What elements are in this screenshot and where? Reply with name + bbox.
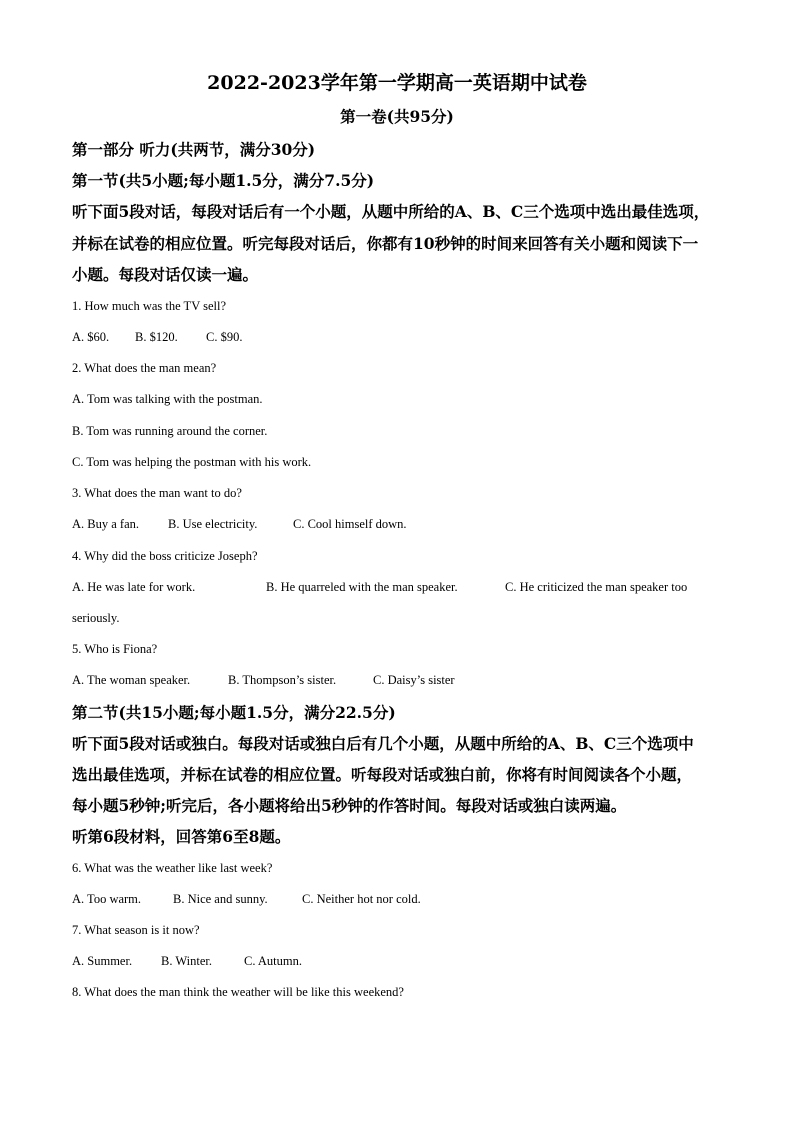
- question-6: 6. What was the weather like last week?: [72, 861, 273, 875]
- section1-instruction-line: 听下面5段对话，每段对话后有一个小题，从题中所给的A、B、C三个选项中选出最佳选项，: [72, 202, 710, 221]
- q2-option-c: C. Tom was helping the postman with his work.: [72, 455, 312, 469]
- section2-instruction-line: 每小题5秒钟;听完后，各小题将给出5秒钟的作答时间。每段对话或独白读两遍。: [72, 796, 627, 815]
- q3-option-a: A. Buy a fan.: [72, 517, 139, 531]
- section2-heading: 第二节(共15小题;每小题1.5分，满分22.5分): [72, 703, 396, 722]
- q5-option-a: A. The woman speaker.: [72, 673, 191, 687]
- section2-instruction-line: 听下面5段对话或独白。每段对话或独白后有几个小题，从题中所给的A、B、C三个选项中: [72, 734, 694, 753]
- q3-option-c: C. Cool himself down.: [293, 517, 407, 531]
- q4-option-c: C. He criticized the man speaker too: [505, 580, 688, 594]
- q6-option-b: B. Nice and sunny.: [173, 892, 268, 906]
- section1-heading: 第一节(共5小题;每小题1.5分，满分7.5分): [72, 171, 375, 190]
- section1-instruction-line: 并标在试卷的相应位置。听完每段对话后，你都有10秒钟的时间来回答有关小题和阅读下一: [72, 234, 699, 253]
- q2-option-a: A. Tom was talking with the postman.: [72, 392, 263, 406]
- q1-option-a: A. $60.: [72, 330, 110, 344]
- q6-option-c: C. Neither hot nor cold.: [302, 892, 421, 906]
- volume-subtitle: 第一卷(共95分): [340, 107, 454, 126]
- q7-option-c: C. Autumn.: [244, 954, 302, 968]
- question-8: 8. What does the man think the weather will be like this weekend?: [72, 985, 404, 999]
- q4-option-c-continued: seriously.: [72, 611, 120, 625]
- part1-heading: 第一部分 听力(共两节，满分30分): [72, 140, 316, 159]
- section2-instruction-line: 选出最佳选项，并标在试卷的相应位置。听每段对话或独白前，你将有时间阅读各个小题，: [72, 765, 693, 784]
- question-2: 2. What does the man mean?: [72, 361, 217, 375]
- q6-option-a: A. Too warm.: [72, 892, 142, 906]
- question-4: 4. Why did the boss criticize Joseph?: [72, 549, 258, 563]
- q4-option-b: B. He quarreled with the man speaker.: [266, 580, 458, 594]
- q5-option-b: B. Thompson’s sister.: [228, 673, 337, 687]
- q4-option-a: A. He was late for work.: [72, 580, 196, 594]
- q1-option-c: C. $90.: [206, 330, 243, 344]
- question-7: 7. What season is it now?: [72, 923, 200, 937]
- q2-option-b: B. Tom was running around the corner.: [72, 424, 268, 438]
- material-6-heading: 听第6段材料，回答第6至8题。: [72, 827, 291, 846]
- q5-option-c: C. Daisy’s sister: [373, 673, 455, 687]
- question-3: 3. What does the man want to do?: [72, 486, 242, 500]
- question-5: 5. Who is Fiona?: [72, 642, 158, 656]
- question-1: 1. How much was the TV sell?: [72, 299, 227, 313]
- section1-instruction-line: 小题。每段对话仅读一遍。: [72, 265, 259, 284]
- q1-option-b: B. $120.: [135, 330, 178, 344]
- q7-option-a: A. Summer.: [72, 954, 133, 968]
- q3-option-b: B. Use electricity.: [168, 517, 258, 531]
- q7-option-b: B. Winter.: [161, 954, 213, 968]
- exam-title: 2022-2023学年第一学期高一英语期中试卷: [207, 72, 587, 94]
